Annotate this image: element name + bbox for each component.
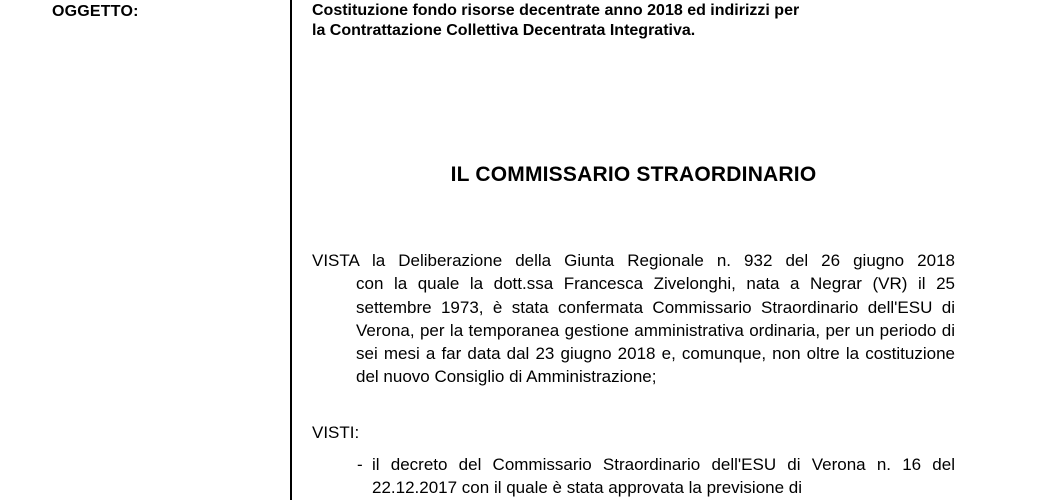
visti-label: VISTI:: [312, 423, 360, 442]
column-divider: [290, 0, 292, 500]
bullet-text: il decreto del Commissario Straordinario dell'ESU di Verona n. 16 del 22.12.2017 con il quale è stata approvata la previsione di: [372, 455, 955, 498]
subject-text: [312, 1, 952, 41]
subject-line-1: Costituzione fondo risorse decentrate anno 2018 ed indirizzi per: [312, 2, 800, 19]
subject-label: OGGETTO:: [52, 3, 139, 20]
vista-first-line: VISTA la Deliberazione della Giunta Regionale n. 932 del 26 giugno 2018: [312, 251, 955, 270]
bullet-dash: -: [357, 455, 363, 474]
list-item: [357, 453, 955, 500]
vista-paragraph: [312, 249, 955, 389]
vista-continuation: con la quale la dott.ssa Francesca Zivelonghi, nata a Negrar (VR) il 25 settembre 1973, è stata confermata Commissario Straordinario dell'ESU di Verona, per la temporanea gestione amministrativa ordinaria, per un periodo di sei mesi a far data dal 23 giugno 2018 e, comunque, non oltre la costituzione del nuovo Consiglio di Amministrazione;: [356, 274, 955, 387]
subject-line-2: la Contrattazione Collettiva Decentrata Integrativa.: [312, 22, 696, 39]
page-title: IL COMMISSARIO STRAORDINARIO: [450, 163, 817, 186]
